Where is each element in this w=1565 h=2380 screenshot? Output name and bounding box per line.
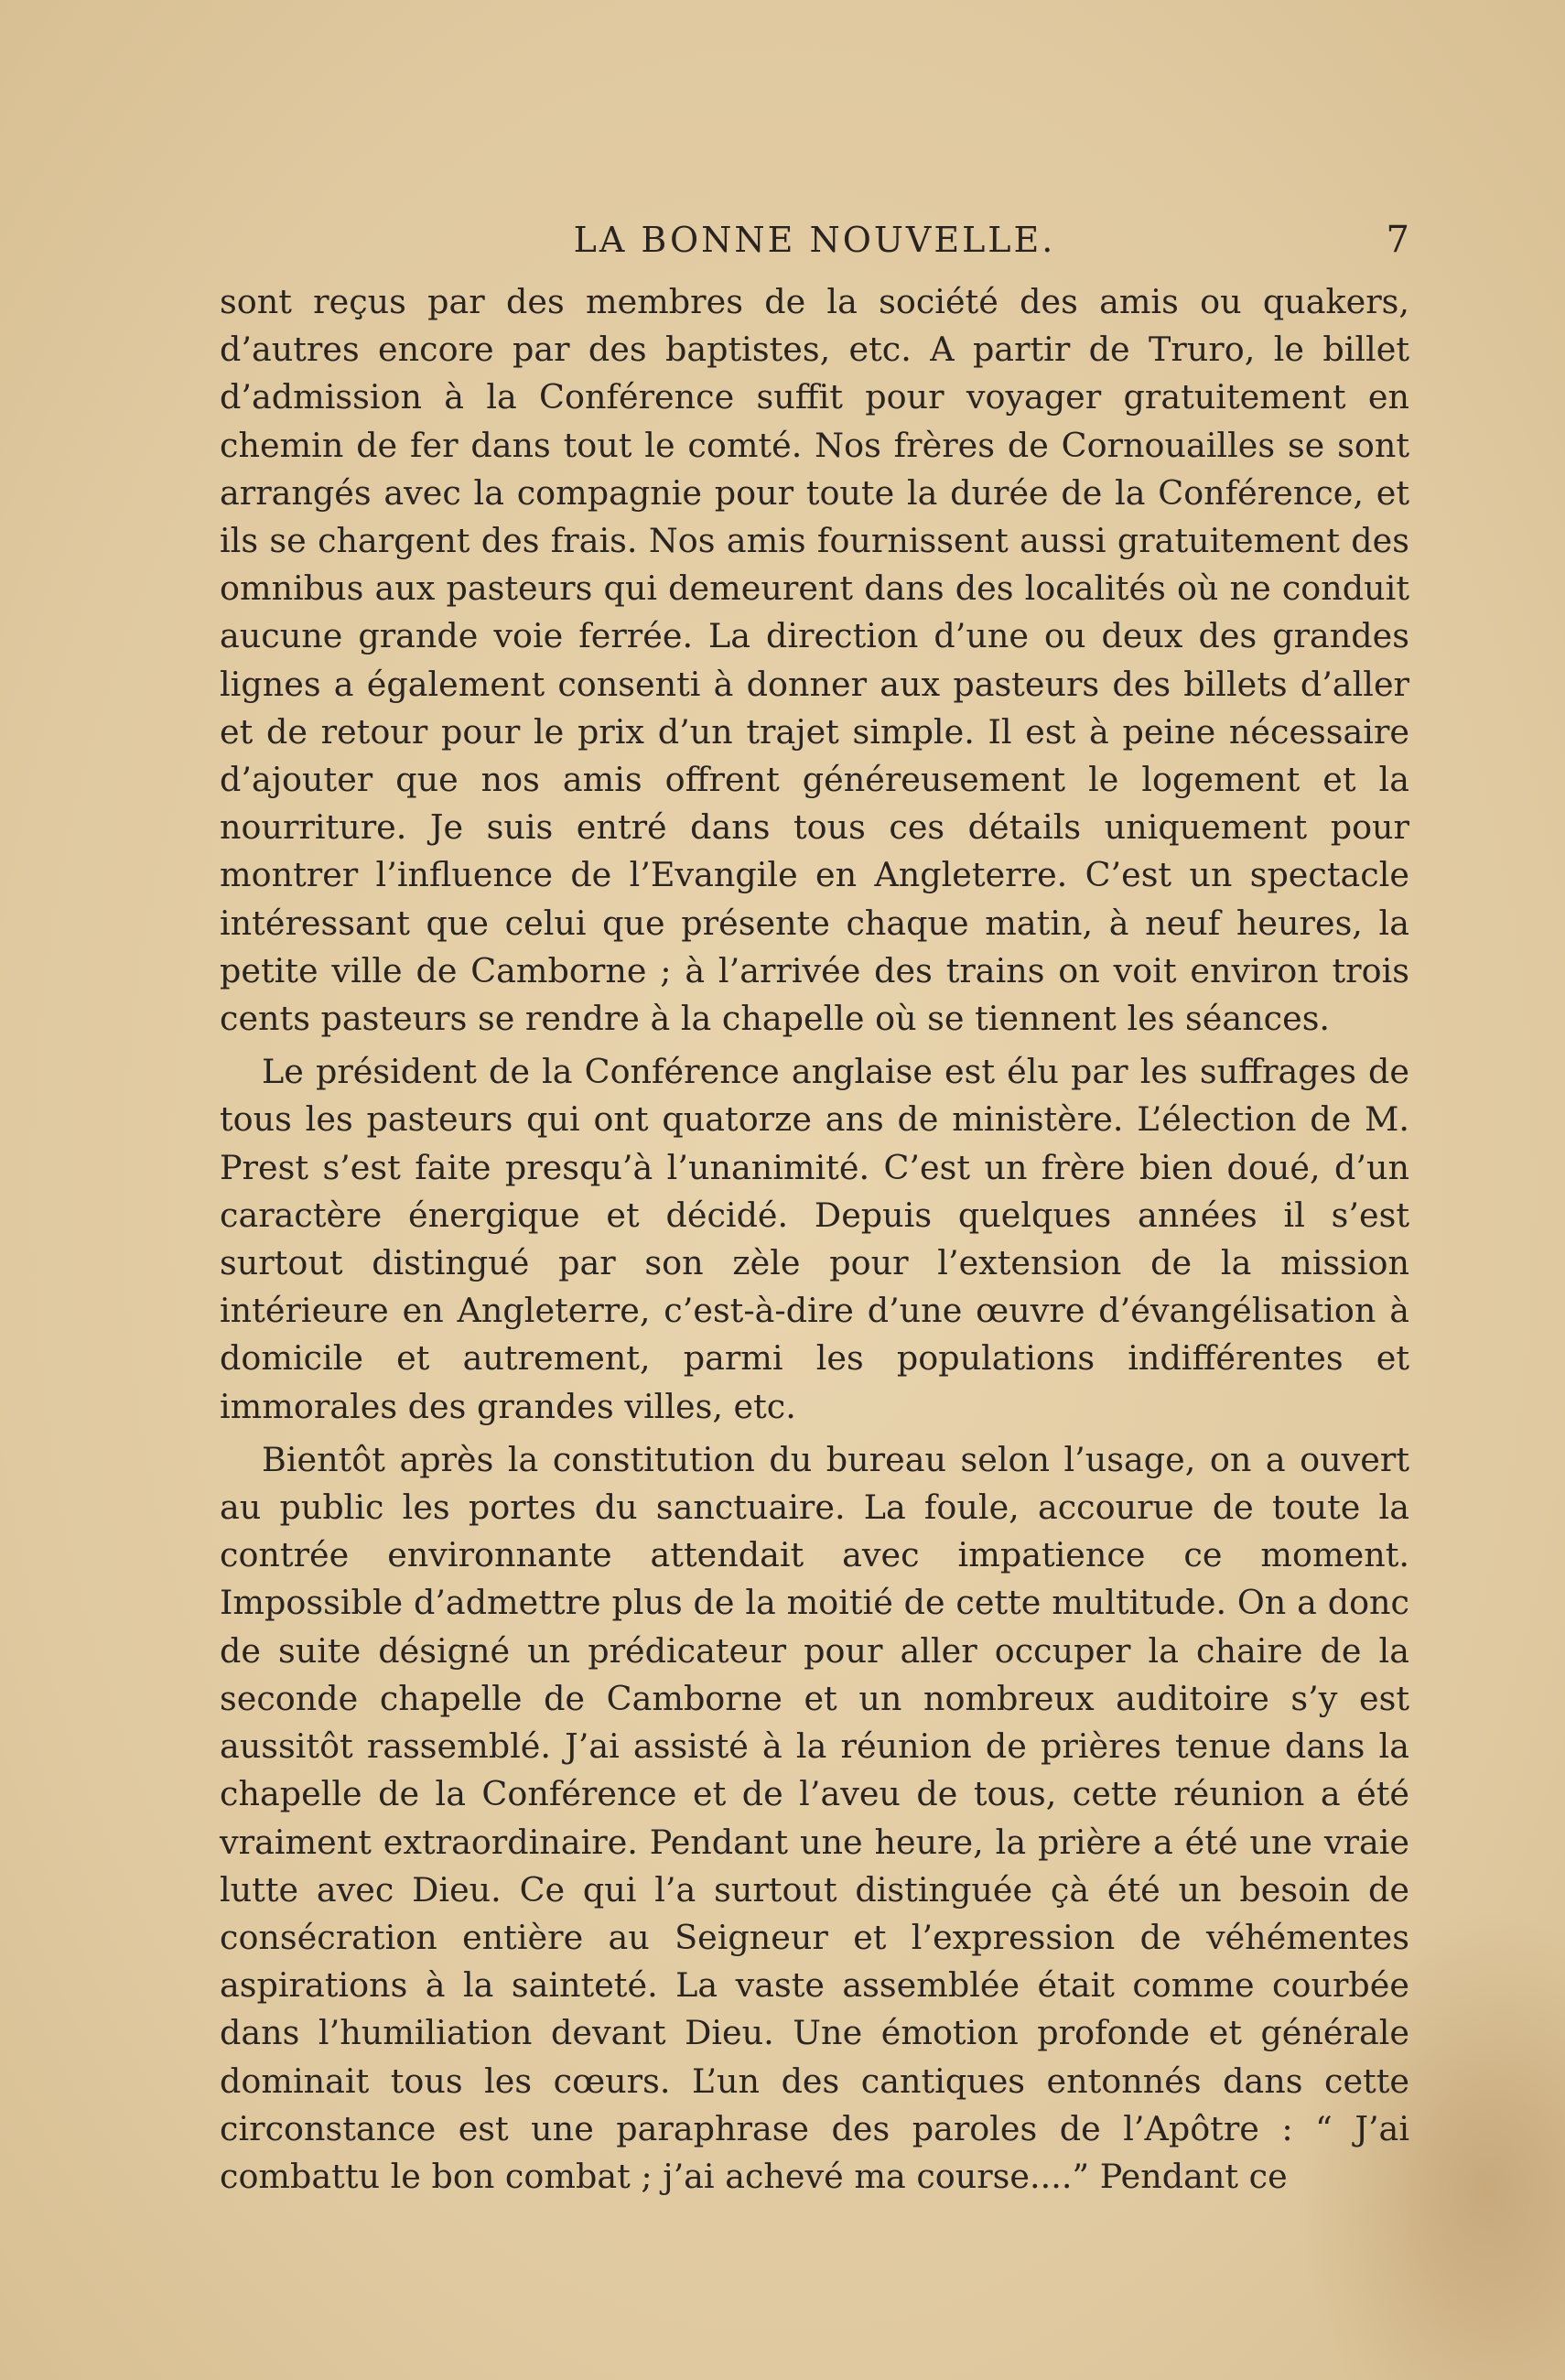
- paragraph-1: sont reçus par des membres de la société des amis ou quakers, d’autres encore par des baptistes, etc. A partir de Truro, le billet d’admission à la Conférence suffit pour voyager gratuitement en chemin de fer dans tout le comté. Nos frères de Cornouailles se sont arrangés avec la compagnie pour toute la durée de la Conférence, et ils se chargent des frais. Nos amis fournissent aussi gratuitement des omnibus aux pasteurs qui demeurent dans des localités où ne conduit aucune grande voie ferrée. La direction d’une ou deux des grandes lignes a également consenti à donner aux pasteurs des billets d’aller et de retour pour le prix d’un trajet simple. Il est à peine nécessaire d’ajouter que nos amis offrent généreusement le logement et la nourriture. Je suis entré dans tous ces détails uniquement pour montrer l’influence de l’Evangile en Angleterre. C’est un spectacle intéressant que celui que présente chaque matin, à neuf heures, la petite ville de Camborne ; à l’arrivée des trains on voit environ trois cents pasteurs se rendre à la chapelle où se tiennent les séances.: [220, 282, 1409, 1039]
- page-number: 7: [1386, 219, 1409, 261]
- body-text: [220, 278, 1409, 2206]
- paragraph-2: Le président de la Conférence anglaise est élu par les suffrages de tous les pasteurs qui ont quatorze ans de ministère. L’élection de M. Prest s’est faite presqu’à l’unanimité. C’est un frère bien doué, d’un caractère énergique et décidé. Depuis quelques années il s’est surtout distingué par son zèle pour l’extension de la mission intérieure en Angleterre, c’est-à-dire d’une œuvre d’évangélisation à domicile et autrement, parmi les populations indifférentes et immorales des grandes villes, etc.: [220, 1052, 1409, 1426]
- page-header: [220, 212, 1409, 267]
- paragraph-3: Bientôt après la constitution du bureau selon l’usage, on a ouvert au public les portes du sanctuaire. La foule, accourue de toute la contrée environnante attendait avec impatience ce moment. Impossible d’admettre plus de la moitié de cette multitude. On a donc de suite désigné un prédicateur pour aller occuper la chaire de la seconde chapelle de Camborne et un nombreux auditoire s’y est aussitôt rassemblé. J’ai assisté à la réunion de prières tenue dans la chapelle de la Conférence et de l’aveu de tous, cette réunion a été vraiment extraordinaire. Pendant une heure, la prière a été une vraie lutte avec Dieu. Ce qui l’a surtout distinguée çà été un besoin de consécration entière au Seigneur et l’expression de véhémentes aspirations à la sainteté. La vaste assemblée était comme courbée dans l’humiliation devant Dieu. Une émotion profonde et générale dominait tous les cœurs. L’un des cantiques entonnés dans cette circonstance est une paraphrase des paroles de l’Apôtre : “ J’ai combattu le bon combat ; j’ai achevé ma course....” Pendant ce: [220, 1439, 1409, 2196]
- running-title: LA BONNE NOUVELLE.: [573, 220, 1056, 260]
